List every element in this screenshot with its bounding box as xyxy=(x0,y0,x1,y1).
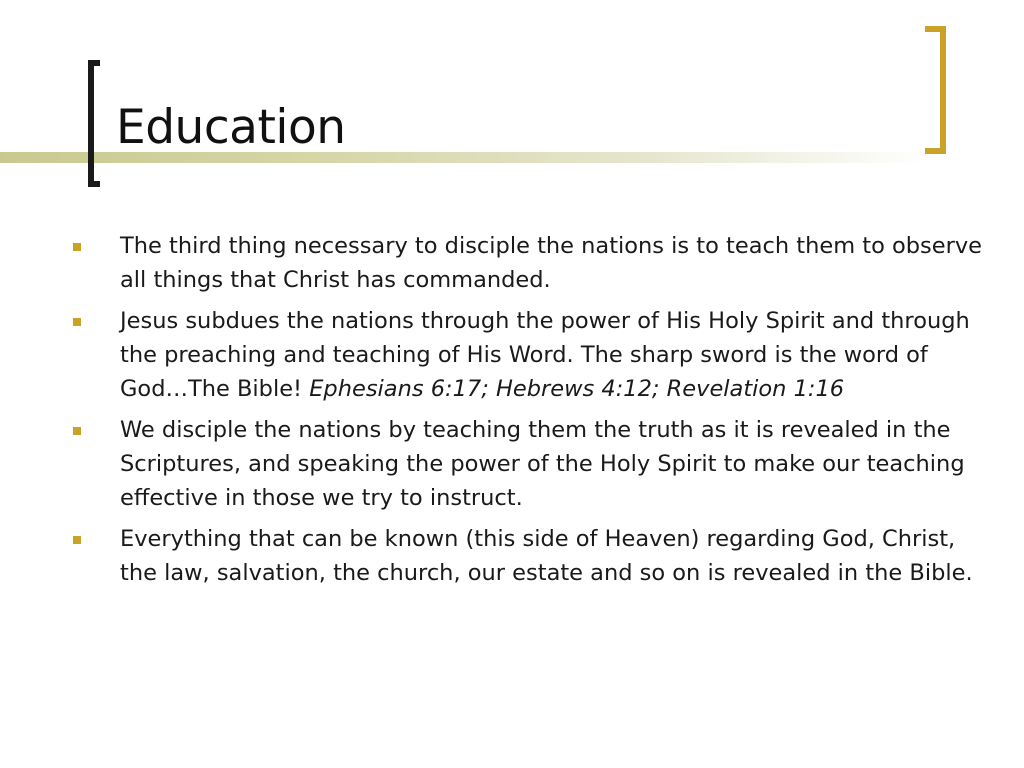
left-bracket-decoration xyxy=(88,60,100,187)
right-bracket-decoration xyxy=(925,26,946,154)
bullet-text: We disciple the nations by teaching them the truth as it is revealed in the Scriptures, and speaking the power of the Holy Spirit to make our teaching effective in those we try to instruct. xyxy=(120,417,965,511)
square-bullet-icon xyxy=(73,427,81,435)
square-bullet-icon xyxy=(73,536,81,544)
bullet-list xyxy=(72,229,992,597)
list-item xyxy=(72,522,992,590)
bullet-text: Everything that can be known (this side of Heaven) regarding God, Christ, the law, salvation, the church, our estate and so on is revealed in the Bible. xyxy=(120,526,973,586)
square-bullet-icon xyxy=(73,243,81,251)
square-bullet-icon xyxy=(73,318,81,326)
bullet-text: Jesus subdues the nations through the power of His Holy Spirit and through the preaching and teaching of His Word. The sharp sword is the word of God…The Bible! xyxy=(120,308,970,402)
bullet-text: The third thing necessary to disciple the nations is to teach them to observe all things that Christ has commanded. xyxy=(120,233,983,293)
slide-title: Education xyxy=(116,100,346,155)
list-item xyxy=(72,413,992,515)
list-item xyxy=(72,229,992,297)
list-item xyxy=(72,304,992,406)
scripture-reference: Ephesians 6:17; Hebrews 4:12; Revelation 1:16 xyxy=(309,376,845,402)
